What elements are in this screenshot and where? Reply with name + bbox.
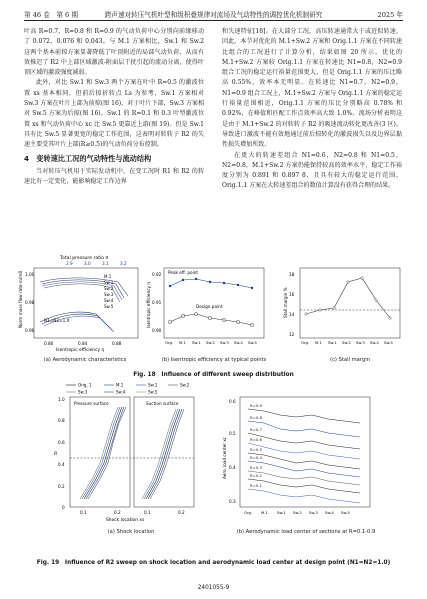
fig18c-x-tick: Sw.4 (370, 340, 379, 345)
right-paragraph-2: 在更大的转速差组合 N1=0.6，N2=0.8 和 N1=0.5，N2=0.8，M.1+Sw.2 方案仍能保持较高的效率水平，稳定工作裕度分别为 0.891 和 0.897 8，且具有较大的稳定运行范围，Orig.1.1 方案在大转速差组合的数值计算没有获得合理的结果。 (222, 151, 402, 190)
fig18 (0, 252, 427, 372)
fig19a-x-tick: 0.2 (178, 510, 185, 515)
fig19a-caption: (a) Shock location (107, 529, 155, 535)
fig18a-bottom-tick: 0.80 (44, 341, 54, 346)
fig18a-legend-item: Sw.3 (104, 292, 114, 297)
fig19b-y-tick: 0.4 (229, 465, 236, 470)
fig18b-x-tick: Org. (165, 340, 174, 345)
fig18b-ylabel: Isentropic efficiency η (146, 281, 151, 328)
section-heading: 4 变转速比工况的气动特性与流动结构 (24, 153, 152, 163)
running-header (24, 8, 403, 21)
fig19b-caption: (b) Aerodynamic load center of sections at R=0.1-0.9 (236, 529, 376, 535)
fig18b-panel (146, 268, 264, 345)
fig19b-y-tick: 0.5 (229, 431, 236, 436)
fig18b-caption: (b) Isentropic efficiency at typical points (161, 357, 267, 363)
fig18b-design-markers (169, 313, 253, 326)
fig19a-y-tick: 0.4 (58, 462, 65, 467)
fig18a-bottom-axis-label: Isentropic efficiency η (56, 348, 105, 353)
fig19b-x-tick: Org. (244, 510, 253, 515)
fig18a-y-tick: 0.98 (25, 300, 35, 305)
left-paragraph-1: 叶高 R=0.7、R=0.8 和 R=0.9 的气动负荷中心分别向前缘移动了 0.072、0.076 和 0.043。与 M.1 方案相比，Sw.1 和 Sw.2 这两个基本前掠方案显著降低了叶顶附近的局部气动负荷，从而有效推迟了 R2 中上部区域激波-附面层干扰引起的流动分离，使得叶顶区域的激波强度减弱。 (24, 28, 204, 77)
fig19b-r-label: R=0.9 (250, 403, 262, 408)
fig19b-x-tick: Sw.1 (277, 510, 286, 515)
fig19b-r-label: R=0.2 (250, 473, 262, 478)
fig19b-x-tick: M.1 (261, 510, 268, 515)
fig18c-y-tick: 14 (289, 312, 295, 317)
fig18a-y-tick: 1.00 (25, 272, 35, 277)
fig18b-x-tick: Sw.3 (220, 340, 229, 345)
fig19a-ylabel: R (54, 452, 58, 457)
fig19a-y-tick: 0 (62, 505, 65, 510)
fig18c-x-tick: Sw.1 (328, 340, 337, 345)
fig19a-x-tick: 0.2 (114, 510, 121, 515)
fig18c-margin-line (306, 278, 390, 318)
fig18c-x-tick: Sw.5 (384, 340, 393, 345)
fig19a-x-tick: 0.1 (144, 510, 151, 515)
fig18a-frame (34, 268, 138, 338)
fig19a-x-tick: 0.1 (80, 510, 87, 515)
fig19a-pressure-curves (80, 407, 126, 499)
fig18b-x-tick: Sw.4 (234, 340, 243, 345)
fig19b-r-label: R=0.3 (250, 465, 262, 470)
fig18b-x-tick: Sw.5 (248, 340, 257, 345)
fig18b-y-tick: 0.90 (152, 328, 162, 333)
fig18a-bottom-tick: 0.88 (112, 341, 122, 346)
fig18b-x-tick: M.1 (179, 340, 186, 345)
fig19b-x-tick: Sw.5 (341, 510, 350, 515)
fig19a-panel (54, 383, 194, 524)
left-paragraph-2: 此外，对比 Sw.1 和 Sw.3 两个方案在叶中 R=0.5 的激波位置 xs 基本相同，但前后掠折转点 Ls 为参考，Sw.1 方案相对 Sw.3 方案在叶片上部为前掠(图 16)，对于叶片下部，Sw.3 方案相对 Sw.5 方案为后掠(图 16)。Sw.1 的 R=0.1 和 0.3 叶型激波位置 xs 和气动负荷中心 xc 比 Sw.5 更靠近上游(图 19)。但是 Sw.1 具有比 Sw.5 显著更宽的稳定工作范围，这表明对转转子 R2 的失速主要受其叶片上部(R≥0.5)的气动负荷分布控制。 (24, 79, 204, 149)
fig19b-y-tick: 0.6 (229, 399, 236, 404)
fig19b-r-label: R=0.8 (250, 415, 262, 420)
fig19a-legend-item: Sw.1 (148, 382, 158, 388)
fig18c-caption: (c) Stall margin (330, 357, 370, 363)
fig19b-x-tick: Sw.3 (309, 510, 318, 515)
fig19a-legend-item: Sw.4 (116, 389, 126, 395)
fig18c-x-tick: Sw.3 (356, 340, 365, 345)
fig19 (0, 379, 427, 549)
fig18b-x-tick: Sw.2 (206, 340, 215, 345)
fig18a-legend-item: M.1 (104, 274, 112, 279)
fig18a-legend (104, 274, 114, 309)
fig18b-frame (164, 268, 264, 338)
right-column (222, 27, 402, 192)
fig19a-y-tick: 0.8 (58, 418, 65, 423)
fig19b-r-label: R=0.5 (250, 447, 262, 452)
fig18b-peak-markers (169, 278, 253, 289)
fig18a-panel (18, 255, 138, 353)
fig19b-r-label: R=0.1 (250, 483, 262, 488)
fig19b-y-tick: 0.3 (229, 499, 236, 504)
fig18a-legend-item: Sw.4 (104, 298, 114, 303)
fig18b-design-annotation: Design point (196, 304, 223, 309)
fig19b-panel (222, 397, 370, 515)
fig18c-frame (300, 268, 400, 338)
fig18c-x-tick: Sw.2 (342, 340, 351, 345)
fig18c-markers (305, 277, 392, 320)
fig18a-bottom-tick: 0.84 (78, 341, 88, 346)
fig19a-legend-item: Orig. 1 (78, 382, 92, 388)
fig18a-condition-note: N1=N2=1.0 (44, 318, 70, 323)
fig18c-y-tick: 18 (289, 272, 295, 277)
fig19a-suction-annotation: Suction surface (146, 401, 179, 406)
fig19a-y-tick: 1.0 (58, 397, 65, 402)
fig18b-x-tick: Sw.1 (192, 340, 201, 345)
left-paragraph-3: 当对转压气机用于实际发动机中，在变工况时 R1 和 R2 的转速比有一定变化，能影响稳定工作边界 (24, 167, 204, 185)
left-column (24, 27, 204, 187)
fig19a-y-tick: 0.2 (58, 484, 65, 489)
fig18a-ylabel: Norm mass flow rate m/m0 (18, 270, 23, 328)
fig19-caption: Fig. 19 Influence of R2 sweep on shock location and aerodynamic load center at design point (N1=N2=1.0) (36, 560, 391, 566)
fig18b-y-tick: 0.92 (152, 272, 162, 277)
fig19b-r-label: R=0.7 (250, 427, 262, 432)
fig18c-y-tick: 16 (289, 292, 295, 297)
fig18a-y-tick: 0.96 (25, 328, 35, 333)
running-title: 跨声速对转压气机叶型和级积叠规律对流场及气动特性的调控优化机制研究 (104, 11, 323, 19)
fig19b-x-tick: Sw.4 (325, 510, 334, 515)
fig18b-y-tick: 0.91 (152, 300, 162, 305)
fig19a-y-tick: 0.6 (58, 440, 65, 445)
fig18a-legend-item: Sw.5 (104, 304, 114, 309)
fig19a-xlabel: Shock location xs (106, 518, 145, 523)
journal-volume: 第 46 卷 第 6 期 (24, 11, 78, 19)
fig18c-x-tick: Org. (301, 340, 310, 345)
fig18a-top-tick: 3.1 (102, 261, 109, 266)
fig18a-caption: (a) Aerodynamic characteristics (43, 357, 127, 363)
fig18a-top-tick: 3.0 (84, 261, 91, 266)
fig18c-ylabel: Stall margin % (283, 287, 288, 318)
fig19a-legend-item: M.1 (116, 382, 124, 388)
fig19a-legend-item: Sw.5 (148, 389, 158, 395)
page-number: 2401055-9 (197, 585, 230, 591)
fig19b-r-label: R=0.4 (250, 455, 262, 460)
fig19a-pressure-annotation: Pressure surface (74, 401, 109, 406)
fig19b-load-center-lines (248, 409, 360, 503)
fig18-caption: Fig. 18 Influence of different sweep distribution (133, 372, 294, 378)
fig19a-legend-item: Sw.2 (180, 382, 190, 388)
fig18a-legend-item: Sw.1 (104, 280, 114, 285)
fig19b-x-tick: Sw.2 (293, 510, 302, 515)
fig19a-legend-item: Sw.3 (78, 389, 88, 395)
fig18a-top-tick: 2.9 (66, 261, 73, 266)
fig18a-legend-item: Sw.2 (104, 286, 114, 291)
right-paragraph-1: 和失速特征[18]。在大部分工况，高压转速通常大于或近似转速，因此，本节对优化的 M.1+Sw.2 方案和 Orig.1.1 方案在不同转速比组合的工况进行了计算分析，结果如图 20 所示。优化的 M.1+Sw.2 方案较 Orig.1.1 方案在转速比 N1=0.8，N2=0.9 组合工况的稳定运行裕量范围更大，但是 Orig.1.1 方案的压比略高 0.55%，效率本无明显。在转速比 N1=0.7，N2=0.9，N1=0.9 组合工况上，M.1+Sw.2 方案与 Orig.1.1 方案的稳定运行裕量范围相近，Orig.1.1 方案的压比分别略高 0.78% 和 0.92%，在峰值和匹配工作点效率高大致 1.0%。流场分析表明这是由于 M.1+Sw.2 的对转转子 R2 的吸速流动转化更改善(3 区)，导致进口激波不能有效地通过前后掠转化的激波损失以及边界层黏性损失增加所致。 (222, 28, 402, 149)
fig18b-peak-annotation: Peak eff. point (168, 270, 199, 275)
fig19a-left-frame (70, 397, 130, 507)
fig19a-legend (66, 383, 190, 395)
fig18a-top-tick: 3.2 (120, 261, 127, 266)
fig18c-x-tick: M.1 (315, 340, 322, 345)
fig19b-r-label: R=0.6 (250, 437, 262, 442)
fig18c-panel (283, 268, 400, 345)
fig18c-y-tick: 12 (289, 332, 295, 337)
journal-year: 2025 年 (377, 11, 403, 19)
fig18a-pressure-curves (40, 278, 128, 302)
fig19b-ylabel: Aero. load center xc (222, 437, 227, 479)
fig18a-top-axis-label: Total pressure ratio π (60, 256, 109, 261)
fig19a-suction-curves (142, 409, 184, 499)
